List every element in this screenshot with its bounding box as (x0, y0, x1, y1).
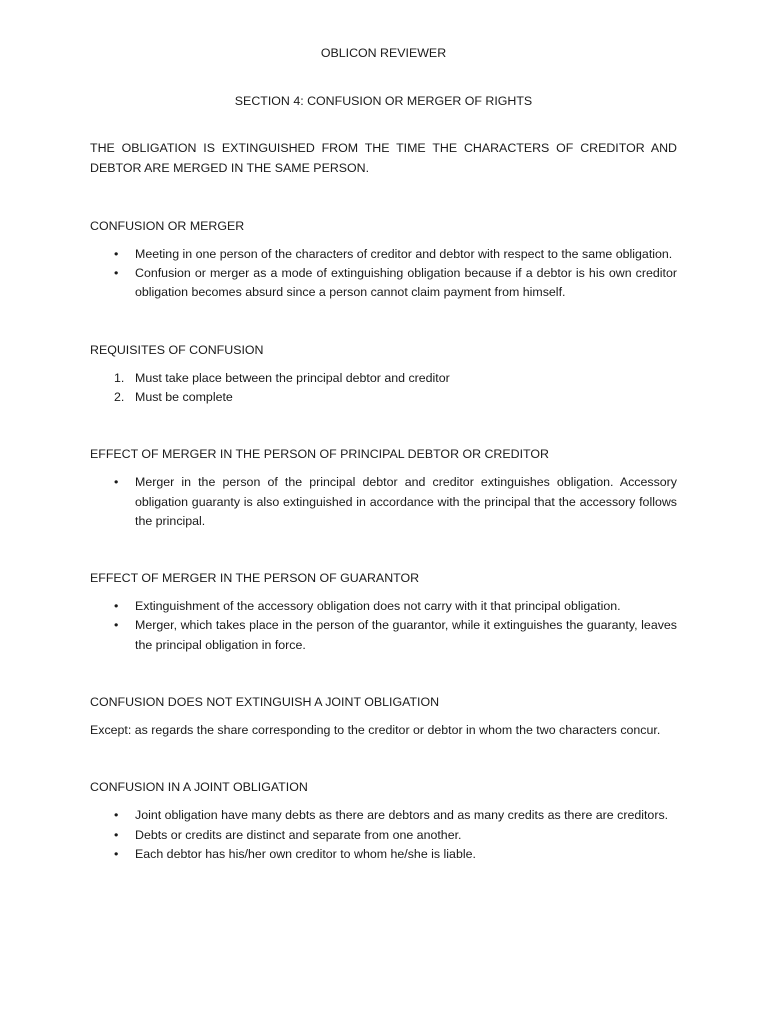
list-item-text: Meeting in one person of the characters of creditor and debtor with respect to the same obligation. (135, 247, 673, 262)
list-item (90, 473, 677, 531)
list-number: 2. (114, 390, 125, 405)
bullet-icon: • (114, 247, 119, 262)
document-page (90, 44, 677, 864)
bullet-icon: • (114, 599, 119, 614)
list-item-text: Merger in the person of the principal debtor and creditor extinguishes obligation. Accessory obligation guaranty is also extinguished in accordance with the principal that the accessory follows the principal. (135, 475, 677, 528)
list-item (90, 388, 677, 407)
list-item-text: Each debtor has his/her own creditor to whom he/she is liable. (135, 846, 476, 861)
numbered-list (90, 369, 677, 407)
section-heading: EFFECT OF MERGER IN THE PERSON OF PRINCIPAL DEBTOR OR CREDITOR (90, 447, 549, 462)
list-item (90, 616, 677, 654)
bullet-icon: • (114, 618, 119, 633)
list-item-text: Debts or credits are distinct and separate from one another. (135, 827, 462, 842)
list-item-text: Must be complete (135, 390, 233, 405)
list-item (90, 369, 677, 388)
bullet-icon: • (114, 266, 119, 281)
section-heading: CONFUSION OR MERGER (90, 218, 245, 233)
bullet-list (90, 597, 677, 655)
section-paragraph: Except: as regards the share corresponding to the creditor or debtor in whom the two characters concur. (90, 723, 661, 738)
bullet-list (90, 245, 677, 303)
list-item-text: Extinguishment of the accessory obligation does not carry with it that principal obligation. (135, 599, 621, 614)
list-item-text: Joint obligation have many debts as there are debtors and as many credits as there are creditors. (135, 808, 669, 823)
intro-paragraph: THE OBLIGATION IS EXTINGUISHED FROM THE TIME THE CHARACTERS OF CREDITOR AND DEBTOR ARE MERGED IN THE SAME PERSON. (90, 141, 677, 175)
list-item-text: Merger, which takes place in the person of the guarantor, while it extinguishes the guaranty, leaves the principal obligation in force. (135, 618, 677, 652)
list-item (90, 845, 677, 864)
bullet-list (90, 806, 677, 864)
bullet-list (90, 473, 677, 531)
section-heading: REQUISITES OF CONFUSION (90, 342, 264, 357)
bullet-icon: • (114, 808, 119, 823)
bullet-icon: • (114, 846, 119, 861)
list-item (90, 245, 677, 264)
list-number: 1. (114, 370, 125, 385)
bullet-icon: • (114, 475, 119, 490)
document-title: OBLICON REVIEWER (320, 46, 447, 60)
section-heading: CONFUSION DOES NOT EXTINGUISH A JOINT OBLIGATION (90, 694, 440, 709)
section-title: SECTION 4: CONFUSION OR MERGER OF RIGHTS (234, 94, 533, 109)
list-item (90, 264, 677, 302)
section-heading: CONFUSION IN A JOINT OBLIGATION (90, 780, 308, 795)
list-item-text: Confusion or merger as a mode of extinguishing obligation because if a debtor is his own creditor obligation becomes absurd since a person cannot claim payment from himself. (135, 266, 677, 300)
list-item (90, 806, 677, 825)
bullet-icon: • (114, 827, 119, 842)
list-item (90, 597, 677, 616)
section-heading: EFFECT OF MERGER IN THE PERSON OF GUARANTOR (90, 571, 420, 586)
list-item (90, 826, 677, 845)
list-item-text: Must take place between the principal debtor and creditor (135, 370, 450, 385)
